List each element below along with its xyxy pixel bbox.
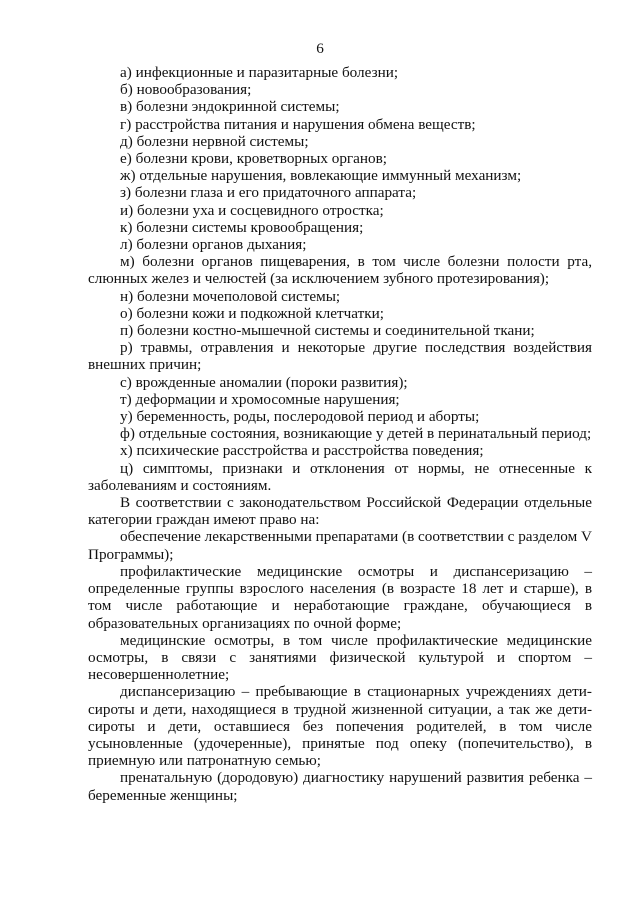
list-item: х) психические расстройства и расстройства поведения;: [120, 442, 484, 460]
list-item: о) болезни кожи и подкожной клетчатки;: [120, 304, 384, 322]
list-item: а) инфекционные и паразитарные болезни;: [120, 64, 399, 81]
list-item: г) расстройства питания и нарушения обмена веществ;: [120, 115, 476, 133]
list-item: ц) симптомы, признаки и отклонения от нормы, не отнесенные к заболеваниям и состояниям.: [88, 459, 592, 494]
page-number: 6: [316, 40, 324, 57]
list-item: к) болезни системы кровообращения;: [120, 218, 364, 236]
list-item: л) болезни органов дыхания;: [120, 236, 307, 254]
list-item: и) болезни уха и сосцевидного отростка;: [120, 201, 384, 219]
list-item: р) травмы, отравления и некоторые другие последствия воздействия внешних причин;: [88, 339, 592, 374]
rights-item: профилактические медицинские осмотры и диспансеризацию – определенные группы взрослого населения (в возрасте 18 лет и старше), в том числе работающие и неработающие граждане, обучающиеся в образовательных организациях по очной форме;: [88, 562, 592, 632]
list-item: д) болезни нервной системы;: [120, 132, 309, 150]
rights-item: медицинские осмотры, в том числе профилактические медицинские осмотры, в связи с занятиями физической культурой и спортом – несовершеннолетние;: [88, 631, 592, 684]
list-item: е) болезни крови, кроветворных органов;: [120, 150, 388, 168]
list-item: ф) отдельные состояния, возникающие у детей в перинатальный период;: [120, 425, 592, 443]
list-item: н) болезни мочеполовой системы;: [120, 287, 341, 305]
list-item: б) новообразования;: [120, 81, 252, 99]
list-item: у) беременность, роды, послеродовой период и аборты;: [120, 408, 480, 426]
list-item: в) болезни эндокринной системы;: [120, 98, 340, 116]
document-body: [88, 64, 592, 804]
rights-item: обеспечение лекарственными препаратами (в соответствии с разделом V Программы);: [88, 528, 592, 563]
rights-item: диспансеризацию – пребывающие в стационарных учреждениях дети-сироты и дети, находящиеся в трудной жизненной ситуации, а так же дети-сироты и дети, оставшиеся без попечения родителей, в том числе усыновленные (удочеренные), принятые под опеку (попечительство), в приемную или патронатную семью;: [88, 683, 592, 770]
list-item: ж) отдельные нарушения, вовлекающие иммунный механизм;: [120, 167, 522, 185]
intro-paragraph: В соответствии с законодательством Российской Федерации отдельные категории граждан имеют право на:: [88, 494, 592, 529]
list-item: п) болезни костно-мышечной системы и соединительной ткани;: [120, 322, 535, 340]
rights-item: пренатальную (дородовую) диагностику нарушений развития ребенка – беременные женщины;: [88, 769, 592, 804]
list-item: з) болезни глаза и его придаточного аппарата;: [120, 184, 417, 202]
list-item: м) болезни органов пищеварения, в том числе болезни полости рта, слюнных желез и челюстей (за исключением зубного протезирования);: [88, 253, 592, 288]
list-item: с) врожденные аномалии (пороки развития);: [120, 373, 408, 391]
list-item: т) деформации и хромосомные нарушения;: [120, 390, 400, 408]
